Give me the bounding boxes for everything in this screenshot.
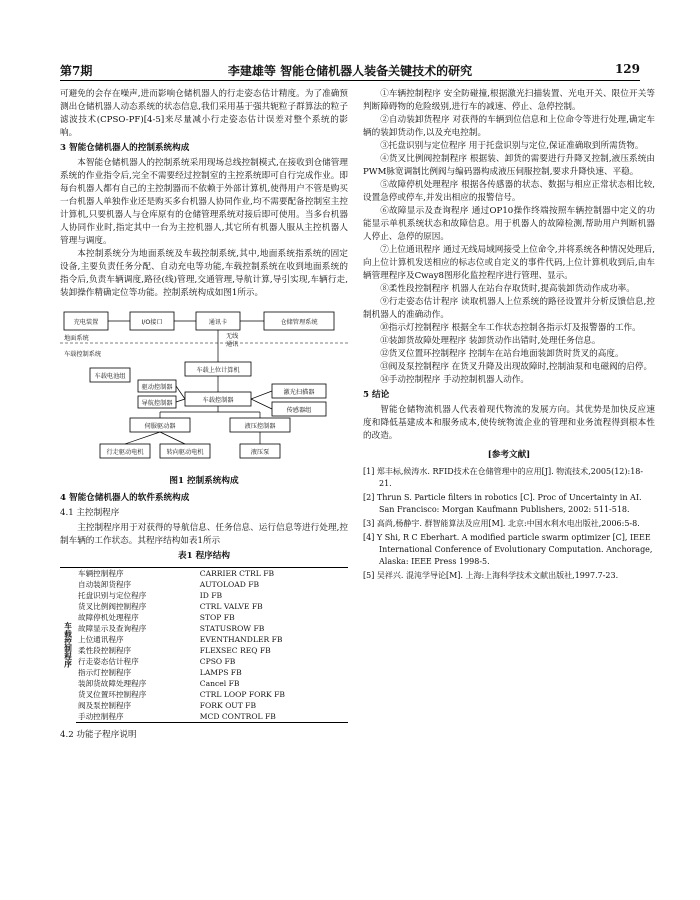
subsection-heading: 4.2 功能子程序说明: [60, 730, 137, 740]
function-block: STATUSROW FB: [199, 624, 265, 633]
table-row: [60, 634, 348, 645]
battery-box: 车载电池组: [94, 373, 126, 380]
program-name: 阀及泵控制程序: [78, 701, 132, 710]
table-row: [60, 590, 348, 601]
table-row: [60, 667, 348, 678]
table-row: [60, 579, 348, 590]
function-item: ⑨行走姿态估计程序 读取机器人上位系统的路径设置并分析反馈信息,控制机器人的准确动作。: [363, 297, 655, 320]
host-box: 车载上位计算机: [196, 367, 240, 374]
function-block: EVENTHANDLER FB: [199, 635, 283, 644]
figure-caption: 图1 控制系统构成: [169, 476, 239, 486]
function-block: CPSO FB: [199, 657, 236, 666]
function-item: ⑭手动控制程序 手动控制机器人动作。: [380, 375, 530, 385]
function-item: ⑫货叉位置环控制程序 控制车在站台地面装卸货时货叉的高度。: [380, 349, 624, 359]
ground-label: 地面系统: [64, 335, 89, 342]
function-block: LAMPS FB: [199, 668, 242, 677]
program-name: 托盘识别与定位程序: [78, 591, 147, 600]
program-name: 装卸货故障处理程序: [78, 679, 147, 688]
paragraph: 本智能仓储机器人的控制系统采用现场总线控制模式,在接收到仓储管理系统的作业指令后,完全不需要经过控制室的主控系统即可自行完成作业。即每台机器人都有自己的主控制器而不依赖于外部计算机,使得用户不管是购买一台机器人单独作业还是购买多台机器人协同作业,均不需要配备控制室主控计算机,只要机器人与仓库原有的仓储管理系统对接后即可使用。当多台机器人协同作业时,指定其中一台为主控机器人,其它所有机器人服从主控机器人管理与调度。: [60, 158, 348, 246]
function-block: MCD CONTROL FB: [198, 711, 348, 723]
table-row: [60, 623, 348, 634]
table-row: [60, 656, 348, 667]
control-system-figure: [60, 306, 348, 466]
reference-item: [4] Y Shi, R C Eberhart. A modified particle swarm optimizer [C], IEEE International Conference of Evolutionary Computation. Anchorage, Alaska: IEEE Press 1998-5.: [363, 533, 653, 566]
function-item: ③托盘识别与定位程序 用于托盘识别与定位,保证准确取到所需货物。: [380, 141, 644, 151]
function-block: CTRL VALVE FB: [199, 602, 263, 611]
function-block: FLEXSEC REQ FB: [199, 646, 271, 655]
function-item: ⑦上位通讯程序 通过无线局域网接受上位命令,并将系统各种情况处理后,向上位计算机发送相应的标志位或自定义的事件代码,上位计算机收到后,由车辆管理程序及Cway8图形化监控程序进行管理、显示。: [363, 245, 655, 281]
function-block: Cancel FB: [199, 679, 240, 688]
left-column: [60, 88, 348, 744]
charger-box: 充电装置: [73, 319, 99, 326]
function-item: ①车辆控制程序 安全防碰撞,根据激光扫描装置、光电开关、限位开关等判断障碍物的危险级别,进行车的减速、停止、急停控制。: [363, 89, 655, 112]
function-block: CARRIER CTRL FB: [198, 568, 348, 580]
reference-item: [1] 郑丰标,候涛水. RFID技术在仓储管理中的应用[J]. 物流技术,2005(12):18-21.: [363, 467, 644, 488]
vehicle-label: 车载控制系统: [64, 351, 102, 358]
function-item: ②自动装卸货程序 对获得的车辆到位信息和上位命令等进行处理,确定车辆的装卸货动作,以及充电控制。: [363, 115, 655, 138]
running-title: 李建雄等 智能仓储机器人装备关键技术的研究: [227, 64, 473, 78]
page-number: 129: [614, 62, 640, 76]
paragraph: 本控制系统分为地面系统及车载控制系统,其中,地面系统指系统的固定设备,主要负责任务分配、自动充电等功能,车载控制系统在收到地面系统的指令后,负责车辆调度,路径(线)管理,交通管理,导航计算,导引实现,车辆行走,装卸操作精确定位等功能。控制系统构成如图1所示。: [60, 249, 348, 298]
table-group-label: 车载控制程序: [60, 568, 76, 723]
table-caption: 表1 程序结构: [178, 551, 230, 561]
section-heading: 4 智能仓储机器人的软件系统构成: [60, 493, 190, 503]
program-name: 货叉比例阀控制程序: [78, 602, 147, 611]
pump-box: 液压泵: [250, 449, 270, 456]
program-name: 自动装卸货程序: [78, 580, 132, 589]
program-name: 上位通讯程序: [78, 635, 124, 644]
right-column: [363, 88, 655, 584]
program-name: 故障停机处理程序: [78, 613, 139, 622]
table-row: [60, 689, 348, 700]
program-name: 手动控制程序: [76, 711, 198, 723]
function-block: AUTOLOAD FB: [199, 580, 260, 589]
function-item: ⑬阀及泵控制程序 在货叉升降及出现故障时,控制油泵和电磁阀的启停。: [380, 362, 653, 372]
ctrl-box: 车载控制器: [202, 397, 234, 404]
issue-number: 第7期: [60, 64, 93, 78]
table-row: [60, 678, 348, 689]
section-heading: 5 结论: [363, 390, 390, 400]
steer-motor-box: 转向驱动电机: [166, 449, 204, 456]
reference-item: [2] Thrun S. Particle filters in robotics [C]. Proc of Uncertainty in AI. San Francisco: Morgan Kaufmann Publishers, 2002: 511-518.: [363, 493, 642, 514]
function-item: ⑤故障停机处理程序 根据各传感器的状态、数据与相应正常状态相比较,设置急停或停车,并发出相应的报警信号。: [363, 180, 655, 203]
program-name: 货叉位置环控制程序: [78, 690, 147, 699]
program-name: 柔性段控制程序: [78, 646, 132, 655]
laser-box: 激光扫描器: [283, 389, 315, 396]
drive-controller-box: 伺服驱动器: [144, 423, 176, 430]
subsection-heading: 4.1 主控制程序: [60, 508, 120, 518]
wireless-label: 无线: [226, 333, 239, 340]
comm-box: 通讯卡: [208, 319, 228, 326]
sensor-box: 传感器组: [286, 407, 312, 414]
nav-box: 导航控制器: [141, 400, 173, 407]
program-name: 行走姿态估计程序: [78, 657, 139, 666]
function-block: FORK OUT FB: [199, 701, 257, 710]
drive-box: 驱动控制器: [141, 384, 173, 391]
program-name: 故障显示及查询程序: [78, 624, 147, 633]
table-row: [60, 568, 348, 580]
table-row: [60, 645, 348, 656]
function-item: ④货叉比例阀控制程序 根据装、卸货的需要进行升降叉控制,液压系统由PWM脉宽调制比例阀与编码器构成液压伺服控制,要求升降快速、平稳。: [363, 154, 655, 177]
table-row: [60, 601, 348, 612]
travel-motor-box: 行走驱动电机: [106, 449, 144, 456]
reference-item: [3] 高尚,杨静宇. 群智能算法及应用[M]. 北京:中国水利水电出版社,2006:5-8.: [363, 519, 640, 528]
paragraph: 主控制程序用于对获得的导航信息、任务信息、运行信息等进行处理,控制车辆的工作状态。其程序结构如表1所示: [60, 523, 348, 546]
program-table: [60, 567, 348, 723]
function-block: CTRL LOOP FORK FB: [199, 690, 285, 699]
wireless-label-2: 通讯: [226, 341, 239, 348]
function-item: ⑧柔性段控制程序 机器人在站台存取货时,提高装卸货动作成功率。: [380, 284, 635, 294]
function-block: ID FB: [199, 591, 223, 600]
paragraph: 可避免的会存在噪声,进而影响仓储机器人的行走姿态估计精度。为了准确预测出仓储机器人动态系统的状态信息,我们采用基于强共轭粒子群算法的粒子滤波技术(CPSO-PF)[4-5]来尽量减小行走姿态估计误差对整个系统的影响。: [60, 89, 348, 138]
table-row: [60, 612, 348, 623]
section-heading: 3 智能仓储机器人的控制系统构成: [60, 143, 190, 153]
function-item: ⑪装卸货故障处理程序 装卸货动作出错时,处理任务信息。: [380, 336, 601, 346]
page-header: [60, 60, 640, 81]
function-block: STOP FB: [199, 613, 235, 622]
program-name: 指示灯控制程序: [78, 668, 132, 677]
wms-box: 仓储管理系统: [280, 319, 318, 326]
paragraph: 智能仓储物流机器人代表着现代物流的发展方向。其优势是加快反应速度和降低基建成本和服务成本,使传统物流企业的管理和业务流程得到根本性的改造。: [363, 405, 655, 441]
function-item: ⑩指示灯控制程序 根据全车工作状态控制各指示灯及报警器的工作。: [380, 323, 641, 333]
io-box: I/O接口: [141, 319, 163, 326]
function-item: ⑥故障显示及查询程序 通过OP10操作终端按照车辆控制器中定义的功能显示单机系统状态和故障信息。用于机器人的故障检测,帮助用户判断机器人停止、急停的原因。: [363, 206, 655, 242]
table-row: [60, 700, 348, 711]
lift-box: 液压控制器: [244, 423, 276, 430]
program-name: 车辆控制程序: [76, 568, 198, 580]
references-title: [参考文献]: [487, 450, 531, 460]
table-row: [60, 711, 348, 723]
reference-item: [5] 吴祥兴. 混沌学导论[M]. 上海:上海科学技术文献出版社,1997.7-23.: [363, 571, 619, 580]
